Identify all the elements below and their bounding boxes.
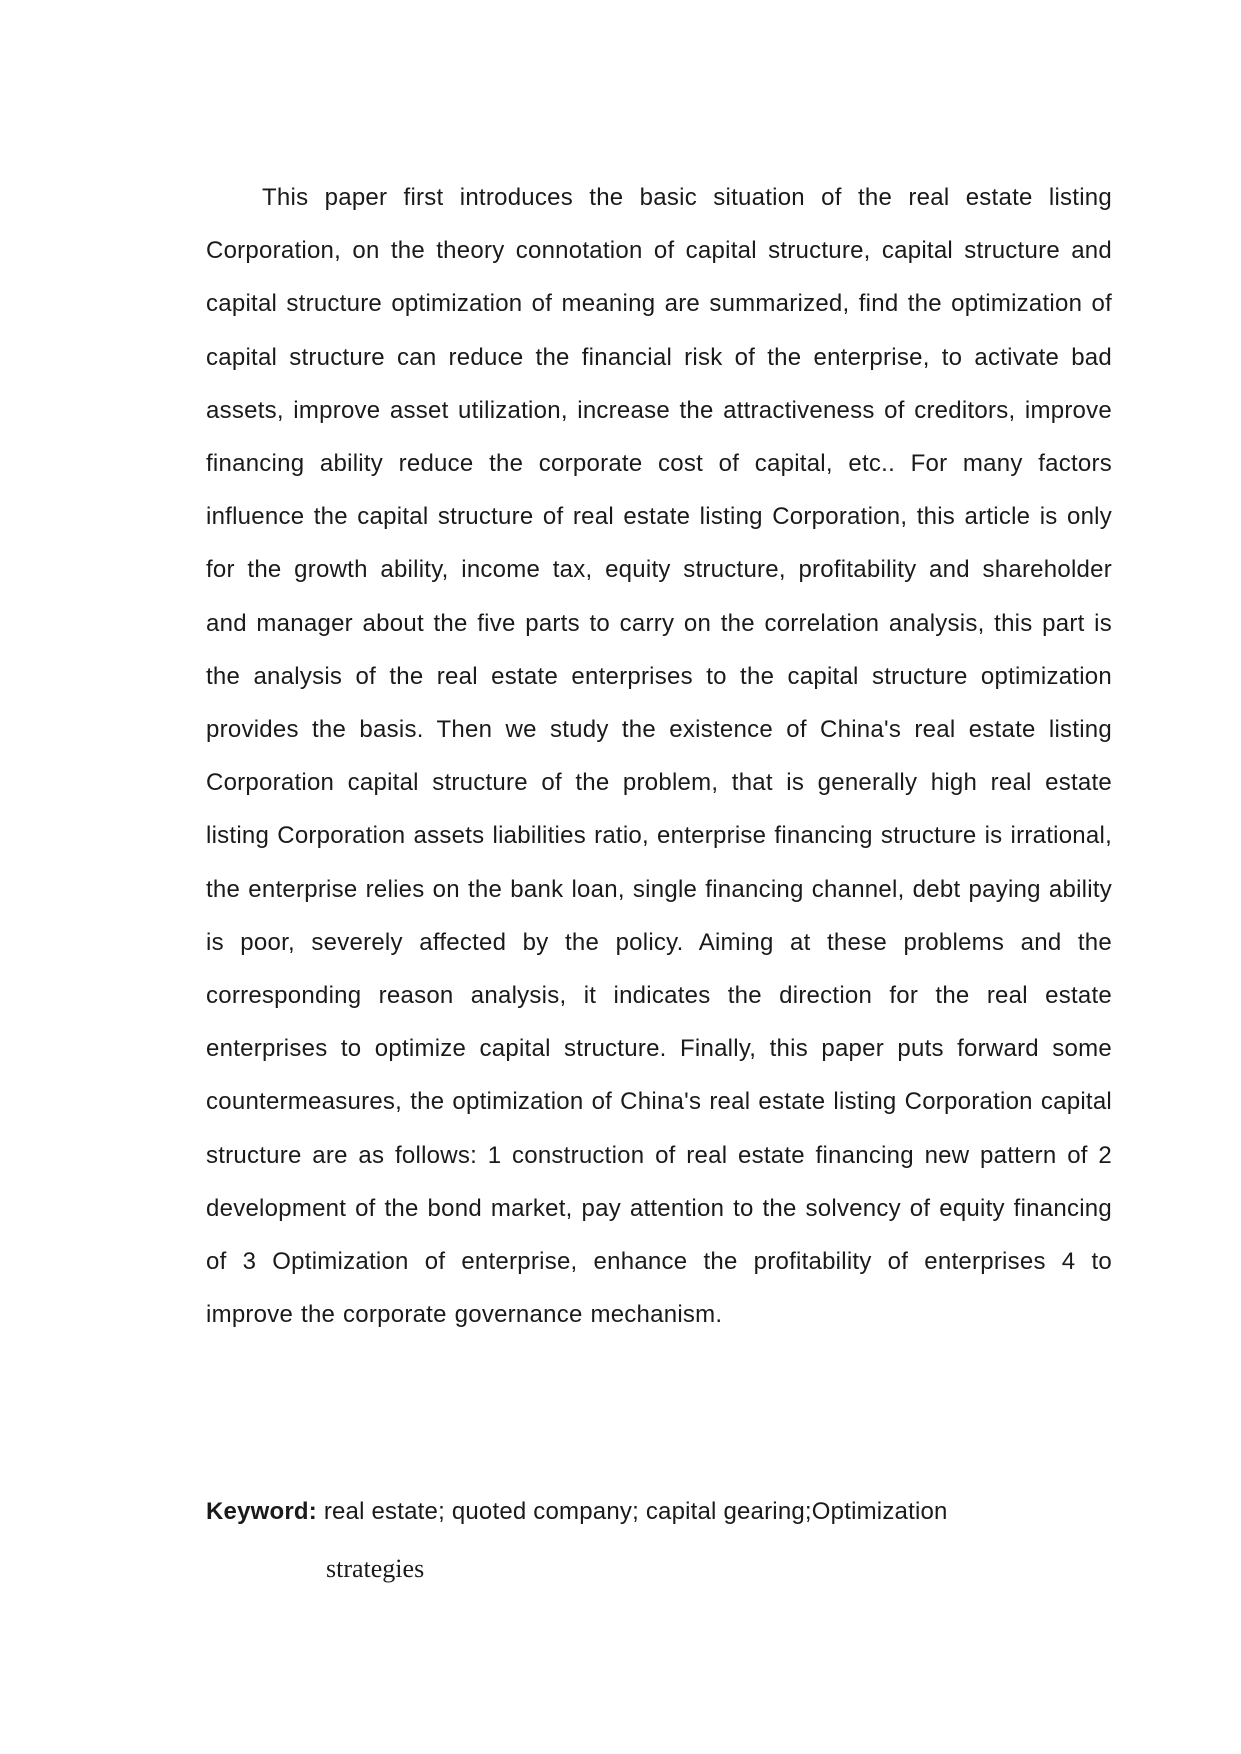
keyword-continuation: strategies [326, 1554, 425, 1583]
abstract-paragraph: This paper first introduces the basic situation of the real estate listing Corporation, on the theory connotation of capital structure, capital structure and capital structure optimization of meaning are summarized, find the optimization of capital structure can reduce the financial risk of the enterprise, to activate bad assets, improve asset utilization, increase the attractiveness of creditors, improve financing ability reduce the corporate cost of capital, etc.. For many factors influence the capital structure of real estate listing Corporation, this article is only for the growth ability, income tax, equity structure, profitability and shareholder and manager about the five parts to carry on the correlation analysis, this part is the analysis of the real estate enterprises to the capital structure optimization provides the basis. Then we study the existence of China's real estate listing Corporation capital structure of the problem, that is generally high real estate listing Corporation assets liabilities ratio, enterprise financing structure is irrational, the enterprise relies on the bank loan, single financing channel, debt paying ability is poor, severely affected by the policy. Aiming at these problems and the corresponding reason analysis, it indicates the direction for the real estate enterprises to optimize capital structure. Finally, this paper puts forward some countermeasures, the optimization of China's real estate listing Corporation capital structure are as follows: 1 construction of real estate financing new pattern of 2 development of the bond market, pay attention to the solvency of equity financing of 3 Optimization of enterprise, enhance the profitability of enterprises 4 to improve the corporate governance mechanism. [206, 184, 1112, 1329]
keyword-terms: real estate; quoted company; capital gearing;Optimization [316, 1498, 948, 1525]
keyword-label: Keyword: [206, 1498, 317, 1525]
keyword-line [206, 1497, 1112, 1527]
